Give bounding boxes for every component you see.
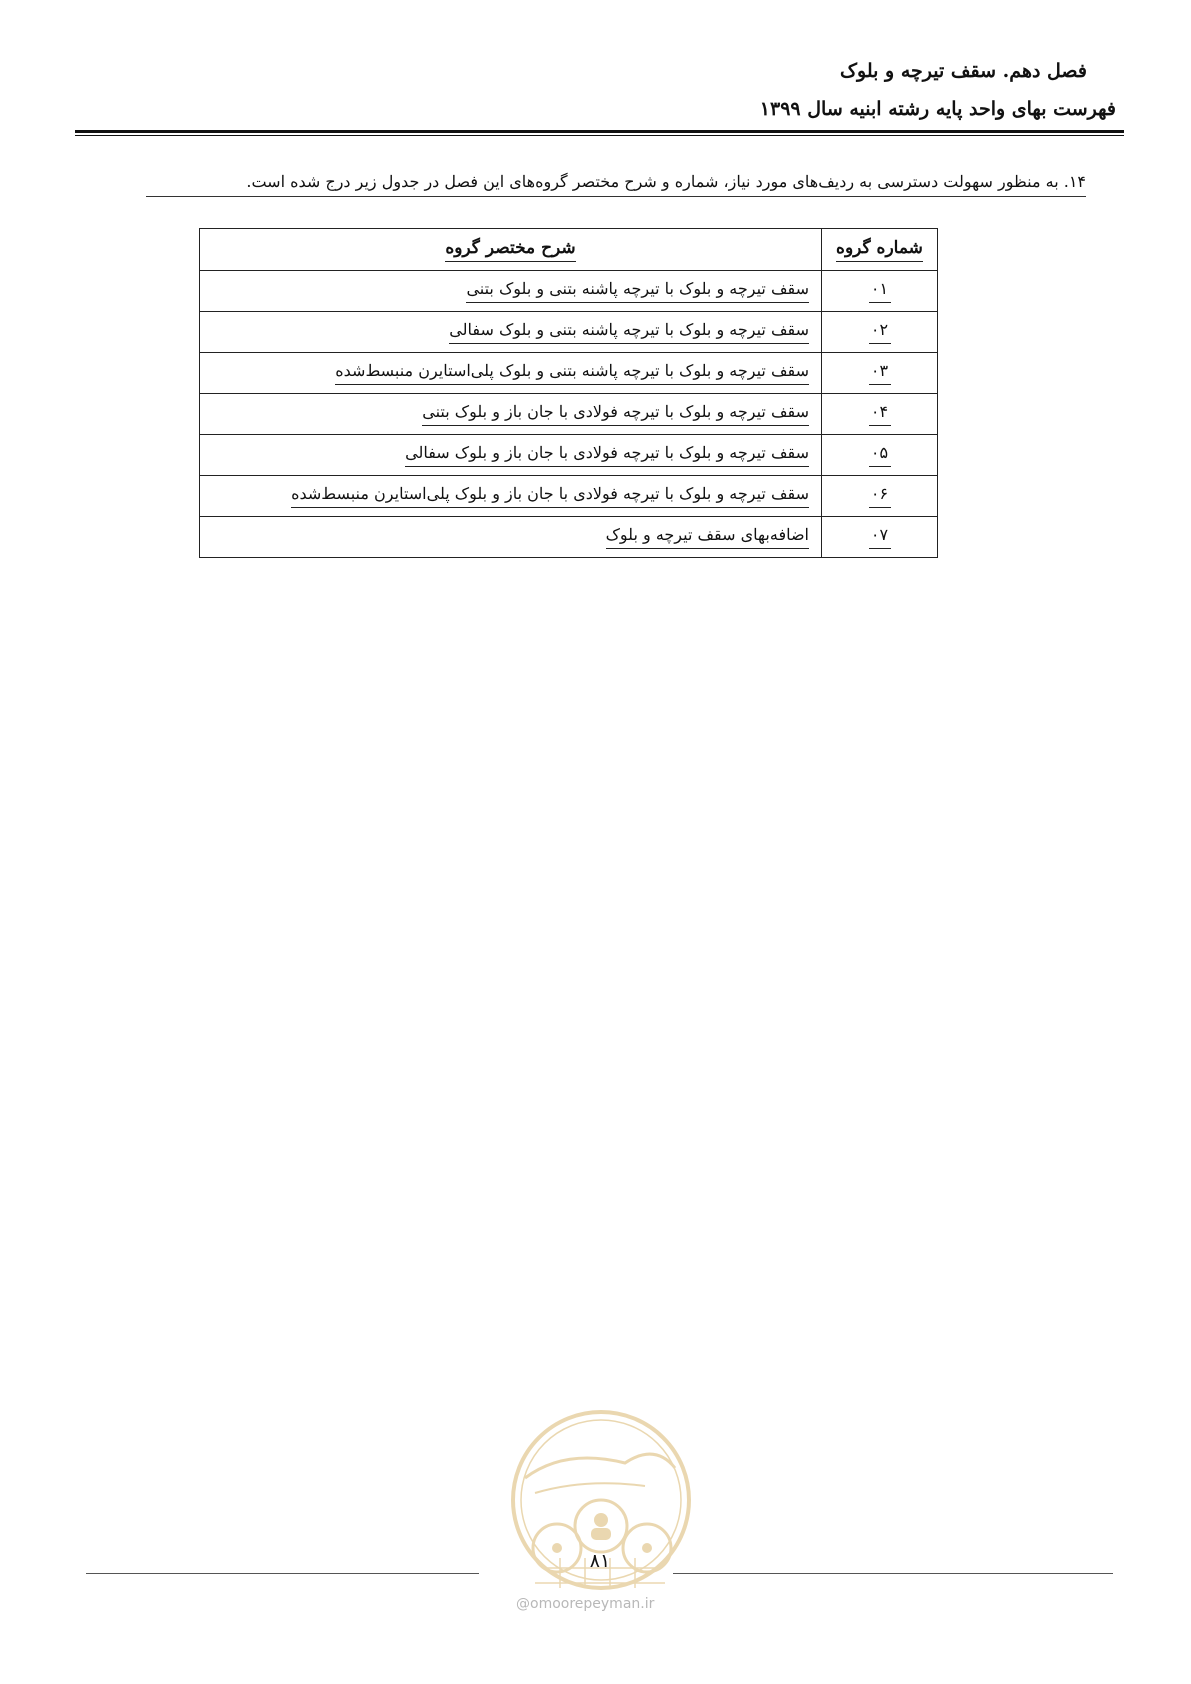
footer-rule [86,1573,479,1574]
footer-rule [673,1573,1113,1574]
group-description-cell: سقف تیرچه و بلوک با تیرچه پاشنه بتنی و بلوک پلی‌استایرن منبسط‌شده [200,353,822,394]
group-description-cell: سقف تیرچه و بلوک با تیرچه پاشنه بتنی و بلوک سفالی [200,312,822,353]
table-row [200,517,938,558]
document-title: فهرست بهای واحد پایه رشته ابنیه سال ۱۳۹۹ [759,98,1116,120]
header-rule-thin [75,135,1124,136]
group-number-cell: ۰۶ [822,476,938,517]
table-row [200,312,938,353]
header-rule [75,130,1124,133]
table-row [200,394,938,435]
table-row [200,353,938,394]
page-number: ۸۱ [589,1550,611,1572]
website-url: @omoorepeyman.ir [516,1596,655,1612]
group-description-cell: اضافه‌بهای سقف تیرچه و بلوک [200,517,822,558]
group-number-cell: ۰۴ [822,394,938,435]
chapter-title: فصل دهم. سقف تیرچه و بلوک [840,60,1087,82]
group-description-cell: سقف تیرچه و بلوک با تیرچه پاشنه بتنی و بلوک بتنی [200,271,822,312]
group-description-cell: سقف تیرچه و بلوک با تیرچه فولادی با جان باز و بلوک بتنی [200,394,822,435]
group-number-cell: ۰۷ [822,517,938,558]
group-description-cell: سقف تیرچه و بلوک با تیرچه فولادی با جان باز و بلوک پلی‌استایرن منبسط‌شده [200,476,822,517]
group-table [199,228,938,558]
header-group-description: شرح مختصر گروه [200,229,822,271]
group-number-cell: ۰۲ [822,312,938,353]
group-description-cell: سقف تیرچه و بلوک با تیرچه فولادی با جان باز و بلوک سفالی [200,435,822,476]
table-row [200,435,938,476]
table-row [200,476,938,517]
table-row [200,271,938,312]
group-number-cell: ۰۳ [822,353,938,394]
intro-paragraph: ۱۴. به منظور سهولت دسترسی به ردیف‌های مورد نیاز، شماره و شرح مختصر گروه‌های این فصل در جدول زیر درج شده است. [146,170,1086,197]
group-number-cell: ۰۱ [822,271,938,312]
table-header-row [200,229,938,271]
header-group-number: شماره گروه [822,229,938,271]
group-number-cell: ۰۵ [822,435,938,476]
page-header [75,0,1124,140]
